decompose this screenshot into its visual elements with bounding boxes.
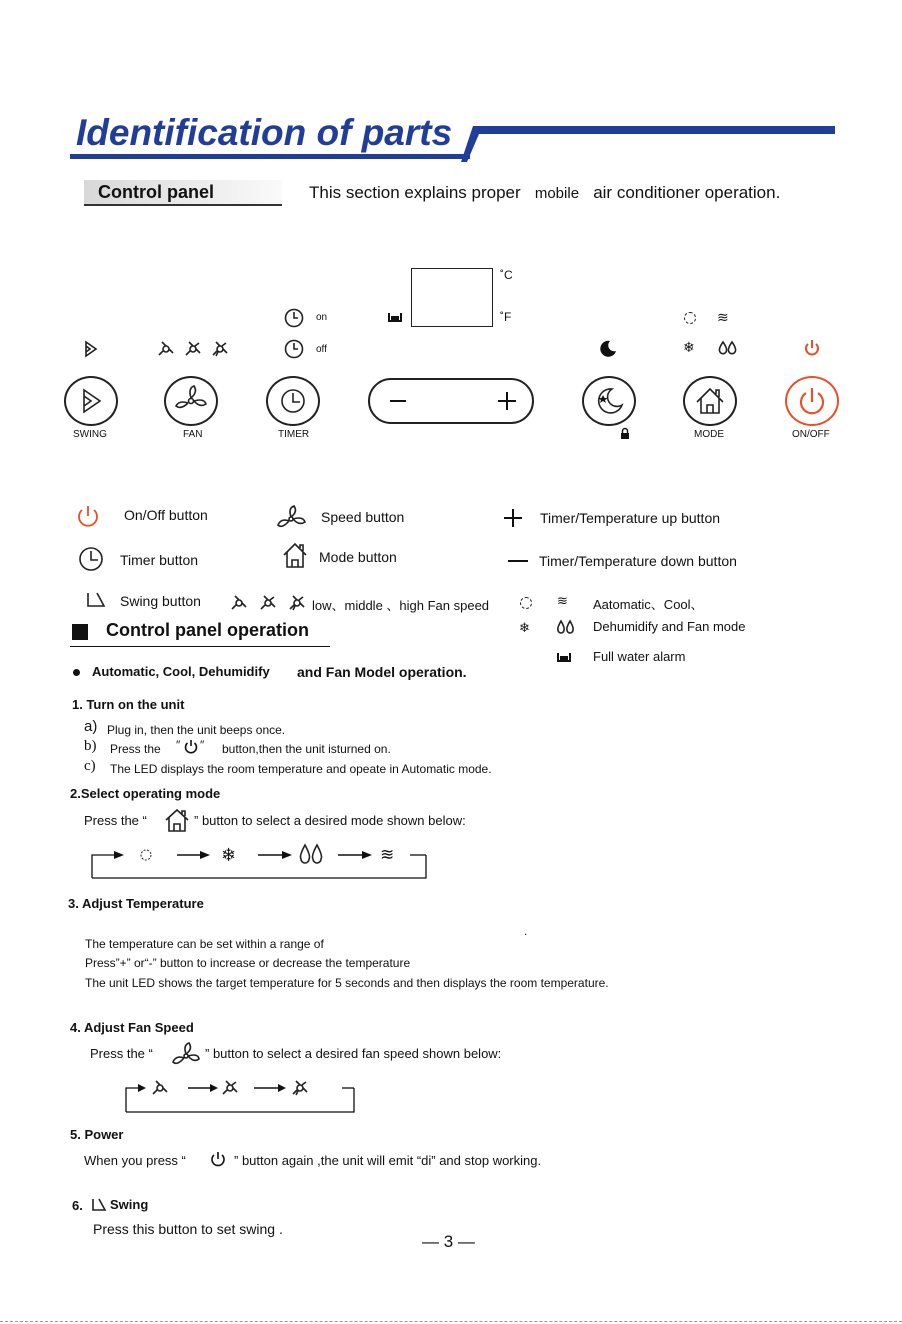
step2-post: ” button to select a desired mode shown below: xyxy=(194,813,466,828)
timer-off-label: off xyxy=(316,344,327,355)
swing-indicator-icon xyxy=(84,341,98,357)
legend-mode: Mode button xyxy=(319,549,397,565)
mode-cycle-diagram xyxy=(90,840,430,880)
sleep-indicator-icon xyxy=(598,339,618,357)
minus-button[interactable] xyxy=(390,400,406,402)
legend-timer: Timer button xyxy=(120,552,199,568)
step3-title: 3. Adjust Temperature xyxy=(68,896,204,911)
power-icon xyxy=(787,378,837,424)
legend-water: Full water alarm xyxy=(593,649,686,664)
legend-onoff: On/Off button xyxy=(124,507,208,523)
timer-button[interactable] xyxy=(266,376,320,426)
cool-mode-icon: ❄ xyxy=(519,620,530,635)
clock-icon xyxy=(78,546,104,572)
step3-dot: . xyxy=(524,924,528,938)
step1-c-letter: c) xyxy=(84,758,96,774)
svg-text:≋: ≋ xyxy=(380,845,395,865)
onoff-label: ON/OFF xyxy=(792,429,830,440)
lock-icon xyxy=(620,428,630,440)
power-icon xyxy=(210,1151,226,1168)
clock-icon xyxy=(268,378,318,424)
legend-swing: Swing button xyxy=(120,593,201,609)
celsius-label: ˚C xyxy=(500,268,513,282)
plus-icon-vertical xyxy=(512,509,514,527)
svg-text:❄: ❄ xyxy=(221,845,237,866)
step6-number: 6. xyxy=(72,1198,83,1213)
subheading-a: Automatic, Cool, Dehumidify xyxy=(92,664,270,679)
timer-on-icon xyxy=(284,308,304,328)
legend-modes-1: Aatomatic、Cool、 xyxy=(593,597,704,612)
page-edge-line xyxy=(0,1321,902,1322)
power-icon xyxy=(184,739,198,754)
swing-icon xyxy=(86,592,106,608)
step3-line1: The temperature can be set within a range of xyxy=(85,937,324,951)
step1-b-pre: Press the xyxy=(110,742,161,756)
fan-label: FAN xyxy=(183,429,203,440)
dehumidify-mode-icon xyxy=(556,620,576,634)
step6-text: Press this button to set swing . xyxy=(93,1221,283,1237)
auto-mode-indicator-icon xyxy=(684,312,696,324)
step3-line3: The unit LED shows the target temperature for 5 seconds and then displays the room temperature. xyxy=(85,976,609,990)
step5-post: ” button again ,the unit will emit “di” and stop working. xyxy=(234,1153,542,1168)
step4-post: ” button to select a desired fan speed shown below: xyxy=(205,1046,502,1061)
legend-down: Timer/Temperature down button xyxy=(539,553,737,569)
step5-title: 5. Power xyxy=(70,1127,124,1142)
fahrenheit-label: ˚F xyxy=(500,310,512,324)
minus-plus-rocker xyxy=(368,378,534,424)
fan-icon xyxy=(172,1042,200,1070)
mode-button[interactable] xyxy=(683,376,737,426)
swing-label: SWING xyxy=(73,429,107,440)
fan-speed-icons xyxy=(230,594,310,612)
intro-text: This section explains proper mobile air conditioner operation. xyxy=(309,183,781,202)
cool-mode-indicator-icon: ❄ xyxy=(683,339,695,355)
step4-pre: Press the “ xyxy=(90,1046,153,1061)
minus-icon xyxy=(508,560,528,562)
swing-icon xyxy=(91,1198,107,1211)
fan-speed-indicator-icons xyxy=(158,341,230,357)
sleep-icon xyxy=(584,378,634,424)
sleep-button[interactable] xyxy=(582,376,636,426)
lcd-display xyxy=(411,268,493,327)
fan-button[interactable] xyxy=(164,376,218,426)
mode-label: MODE xyxy=(694,429,724,440)
step2-title: 2.Select operating mode xyxy=(70,786,221,801)
fan-icon xyxy=(276,504,306,534)
step2-pre: Press the “ xyxy=(84,813,147,828)
onoff-button[interactable] xyxy=(785,376,839,426)
page-title: Identification of parts xyxy=(76,112,453,153)
power-indicator-icon xyxy=(804,339,820,357)
step1-b-post: button,then the unit isturned on. xyxy=(222,742,391,756)
house-icon xyxy=(685,378,735,424)
water-tank-icon xyxy=(388,312,402,322)
timer-on-label: on xyxy=(316,312,328,323)
fan-speed-cycle-diagram xyxy=(124,1080,360,1116)
timer-off-icon xyxy=(284,339,304,359)
legend-fan-speed: low、middle 、high Fan speed xyxy=(312,598,490,613)
operation-underline xyxy=(70,646,330,647)
step1-a-letter: a) xyxy=(84,718,98,735)
fan-mode-icon: ≋ xyxy=(557,593,568,608)
legend-modes-2: Dehumidify and Fan mode xyxy=(593,619,746,634)
step6-title: Swing xyxy=(110,1197,149,1212)
auto-mode-icon xyxy=(520,597,532,609)
step3-line2: Press”+” or“-” button to increase or decrease the temperature xyxy=(85,956,411,970)
house-icon xyxy=(282,542,308,570)
house-icon xyxy=(164,808,192,834)
page-number: — 3 — xyxy=(422,1232,475,1251)
step5-pre: When you press “ xyxy=(84,1153,186,1168)
water-tank-icon xyxy=(557,652,571,662)
fan-mode-indicator-icon: ≋ xyxy=(717,309,729,325)
step1-title: 1. Turn on the unit xyxy=(72,697,185,712)
swing-button[interactable] xyxy=(64,376,118,426)
subheading-b: and Fan Model operation. xyxy=(297,664,467,680)
step1-c: The LED displays the room temperature and opeate in Automatic mode. xyxy=(110,762,492,776)
plus-button[interactable] xyxy=(498,392,516,410)
title-stripe xyxy=(455,124,835,164)
operation-heading: Control panel operation xyxy=(106,620,310,640)
legend-speed: Speed button xyxy=(321,509,405,525)
timer-label: TIMER xyxy=(278,429,310,440)
section-square-bullet xyxy=(72,624,88,640)
fan-icon xyxy=(166,378,216,424)
dehumidify-mode-indicator-icon xyxy=(717,340,739,356)
power-icon xyxy=(76,504,100,528)
step4-title: 4. Adjust Fan Speed xyxy=(70,1020,194,1035)
swing-icon xyxy=(66,378,116,424)
title-underline xyxy=(70,154,470,159)
step1-b-letter: b) xyxy=(84,738,97,754)
section-tag: Control panel xyxy=(84,180,282,206)
bullet xyxy=(73,669,80,676)
step1-a: Plug in, then the unit beeps once. xyxy=(107,723,286,737)
legend-up: Timer/Temperature up button xyxy=(540,510,721,526)
